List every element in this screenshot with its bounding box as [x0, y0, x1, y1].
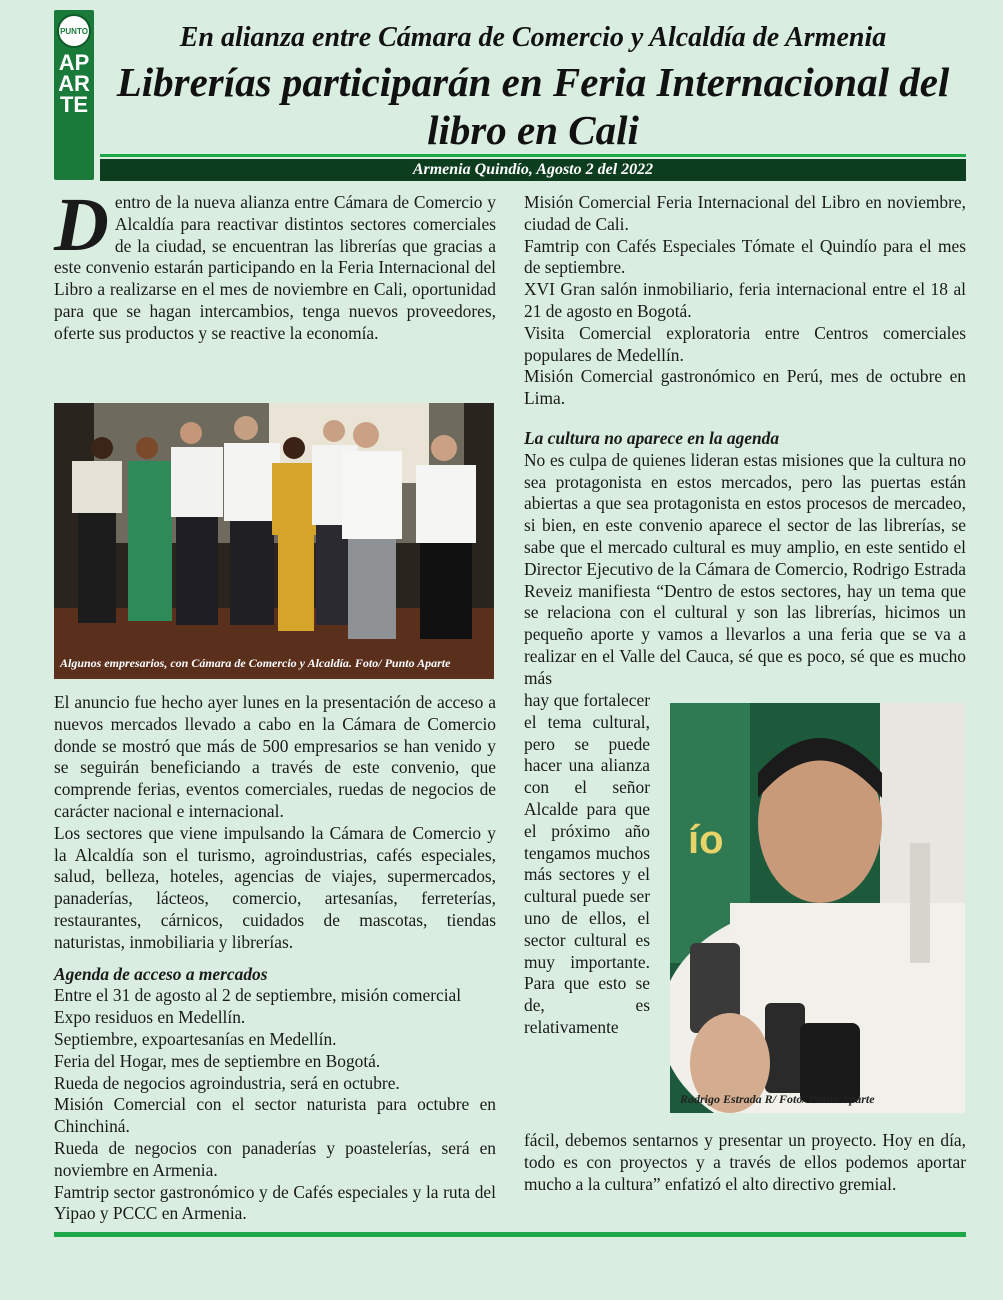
culture-paragraph: No es culpa de quienes lideran estas misiones que la cultura no sea protagonista en estos mercados, pero las puertas están abiertas a que sea protagonista en estos procesos de mercadeo, si bien, en este convenio aparece el sector de las librerías, se sabe que el mercado cultural es muy amplio, en este sentido el Director Ejecutivo de la Cámara de Comercio, Rodrigo Estrada Reveiz manifiesta “Dentro de estos sectores, hay un tema que se relaciona con el cultural y son las librerías, hicimos un pequeño aporte y vamos a llevarlos a una feria que se va a realizar en el Valle del Cauca, sé que es poco, sé que es mucho más — [524, 449, 966, 688]
group-photo-illustration — [54, 403, 494, 679]
agenda-item: Misión Comercial gastronómico en Perú, mes de octubre en Lima. — [524, 366, 966, 409]
intro-text: entro de la nueva alianza entre Cámara de Comercio y Alcaldía para reactivar distintos sectores comerciales de la ciudad, se encuentran las librerías que gracias a este convenio estarán participando en la Feria Internacional del Libro a realizarse en el mes de noviembre en Cali, oportunidad para que se hagan intercambios, tenga nuevos proveedores, oferte sus productos y se reactive la economía. — [54, 192, 496, 343]
group-photo — [54, 403, 494, 679]
logo-vertical-text: APARTE — [58, 50, 90, 117]
culture-section — [524, 428, 966, 690]
agenda-item: Entre el 31 de agosto al 2 de septiembre, misión comercial Expo residuos en Medellín. — [54, 985, 462, 1028]
left-body — [54, 692, 496, 1225]
group-photo-caption: Algunos empresarios, con Cámara de Comercio y Alcaldía. Foto/ Punto Aparte — [60, 656, 451, 670]
header-rule — [100, 154, 966, 157]
culture-heading: La cultura no aparece en la agenda — [524, 428, 780, 448]
closing-paragraph: fácil, debemos sentarnos y presentar un proyecto. Hoy en día, todo es con proyectos y a través de ellos podemos aportar mucho a la cultura” enfatizó el alto directivo gremial. — [524, 1130, 966, 1194]
agenda-item: Visita Comercial exploratoria entre Centros comerciales populares de Medellín. — [524, 322, 966, 365]
director-photo-illustration — [670, 703, 965, 1113]
intro-paragraph — [54, 183, 496, 345]
agenda-heading: Agenda de acceso a mercados — [54, 963, 268, 984]
logo-badge — [57, 14, 91, 48]
article-kicker: En alianza entre Cámara de Comercio y Alcaldía de Armenia — [179, 22, 887, 53]
sectors-paragraph: Los sectores que viene impulsando la Cámara de Comercio y la Alcaldía son el turismo, agroindustrias, cafés especiales, salud, belleza, hoteles, agencias de viajes, supermercados, panaderías, lácteos, comercio, artesanías, ferreterías, restaurantes, cárnicos, cuidados de mascotas, tiendas naturistas, inmobiliaria y librerías. — [54, 822, 496, 952]
agenda-item: Rueda de negocios con panaderías y poastelerías, será en noviembre en Armenia. — [54, 1137, 496, 1180]
agenda-item: Famtrip con Cafés Especiales Tómate el Quindío para el mes de septiembre. — [524, 235, 966, 278]
agenda-item: Septiembre, expoartesanías en Medellín. — [54, 1028, 337, 1049]
right-agenda — [524, 192, 966, 410]
agenda-item: Misión Comercial Feria Internacional del Libro en noviembre, ciudad de Cali. — [524, 192, 966, 234]
agenda-item: Famtrip sector gastronómico y de Cafés especiales y la ruta del Yipao y PCCC en Armenia. — [54, 1181, 496, 1224]
director-photo — [670, 703, 965, 1113]
announcement-paragraph: El anuncio fue hecho ayer lunes en la presentación de acceso a nuevos mercados llevado a cabo en la Cámara de Comercio donde se mostró que más de 500 empresarios se han venido y se seguirán beneficiando a través de este convenio, que comprende ferias, eventos comerciales, ruedas de negocios de carácter nacional e internacional. — [54, 692, 496, 821]
dateline: Armenia Quindío, Agosto 2 del 2022 — [100, 159, 966, 181]
agenda-item: Rueda de negocios agroindustria, será en octubre. — [54, 1072, 400, 1093]
agenda-item: Feria del Hogar, mes de septiembre en Bogotá. — [54, 1050, 381, 1071]
director-photo-caption: Rodrigo Estrada R/ Foto/ Punto Aparte — [680, 1092, 875, 1106]
logo-top-text: PUNTO — [60, 26, 88, 36]
svg-text:ío: ío — [688, 818, 724, 862]
wrapped-quote-text: hay que fortalecer el tema cultural, pero se puede hacer una alianza con el señor Alcalde para que el próximo año tengamos muchos más sectores y el cultural puede ser uno de ellos, el sector cultural es muy importante. Para que esto se de, es relativamente — [524, 690, 650, 1037]
footer-rule — [54, 1232, 966, 1237]
agenda-item: XVI Gran salón inmobiliario, feria internacional entre el 18 al 21 de agosto en Bogotá. — [524, 279, 966, 321]
article-headline: Librerías participarán en Feria Internacional del libro en Cali — [116, 59, 950, 153]
punto-aparte-logo — [54, 10, 94, 180]
drop-cap: D — [54, 183, 109, 267]
agenda-item: Misión Comercial con el sector naturista para octubre en Chinchiná. — [54, 1094, 496, 1137]
